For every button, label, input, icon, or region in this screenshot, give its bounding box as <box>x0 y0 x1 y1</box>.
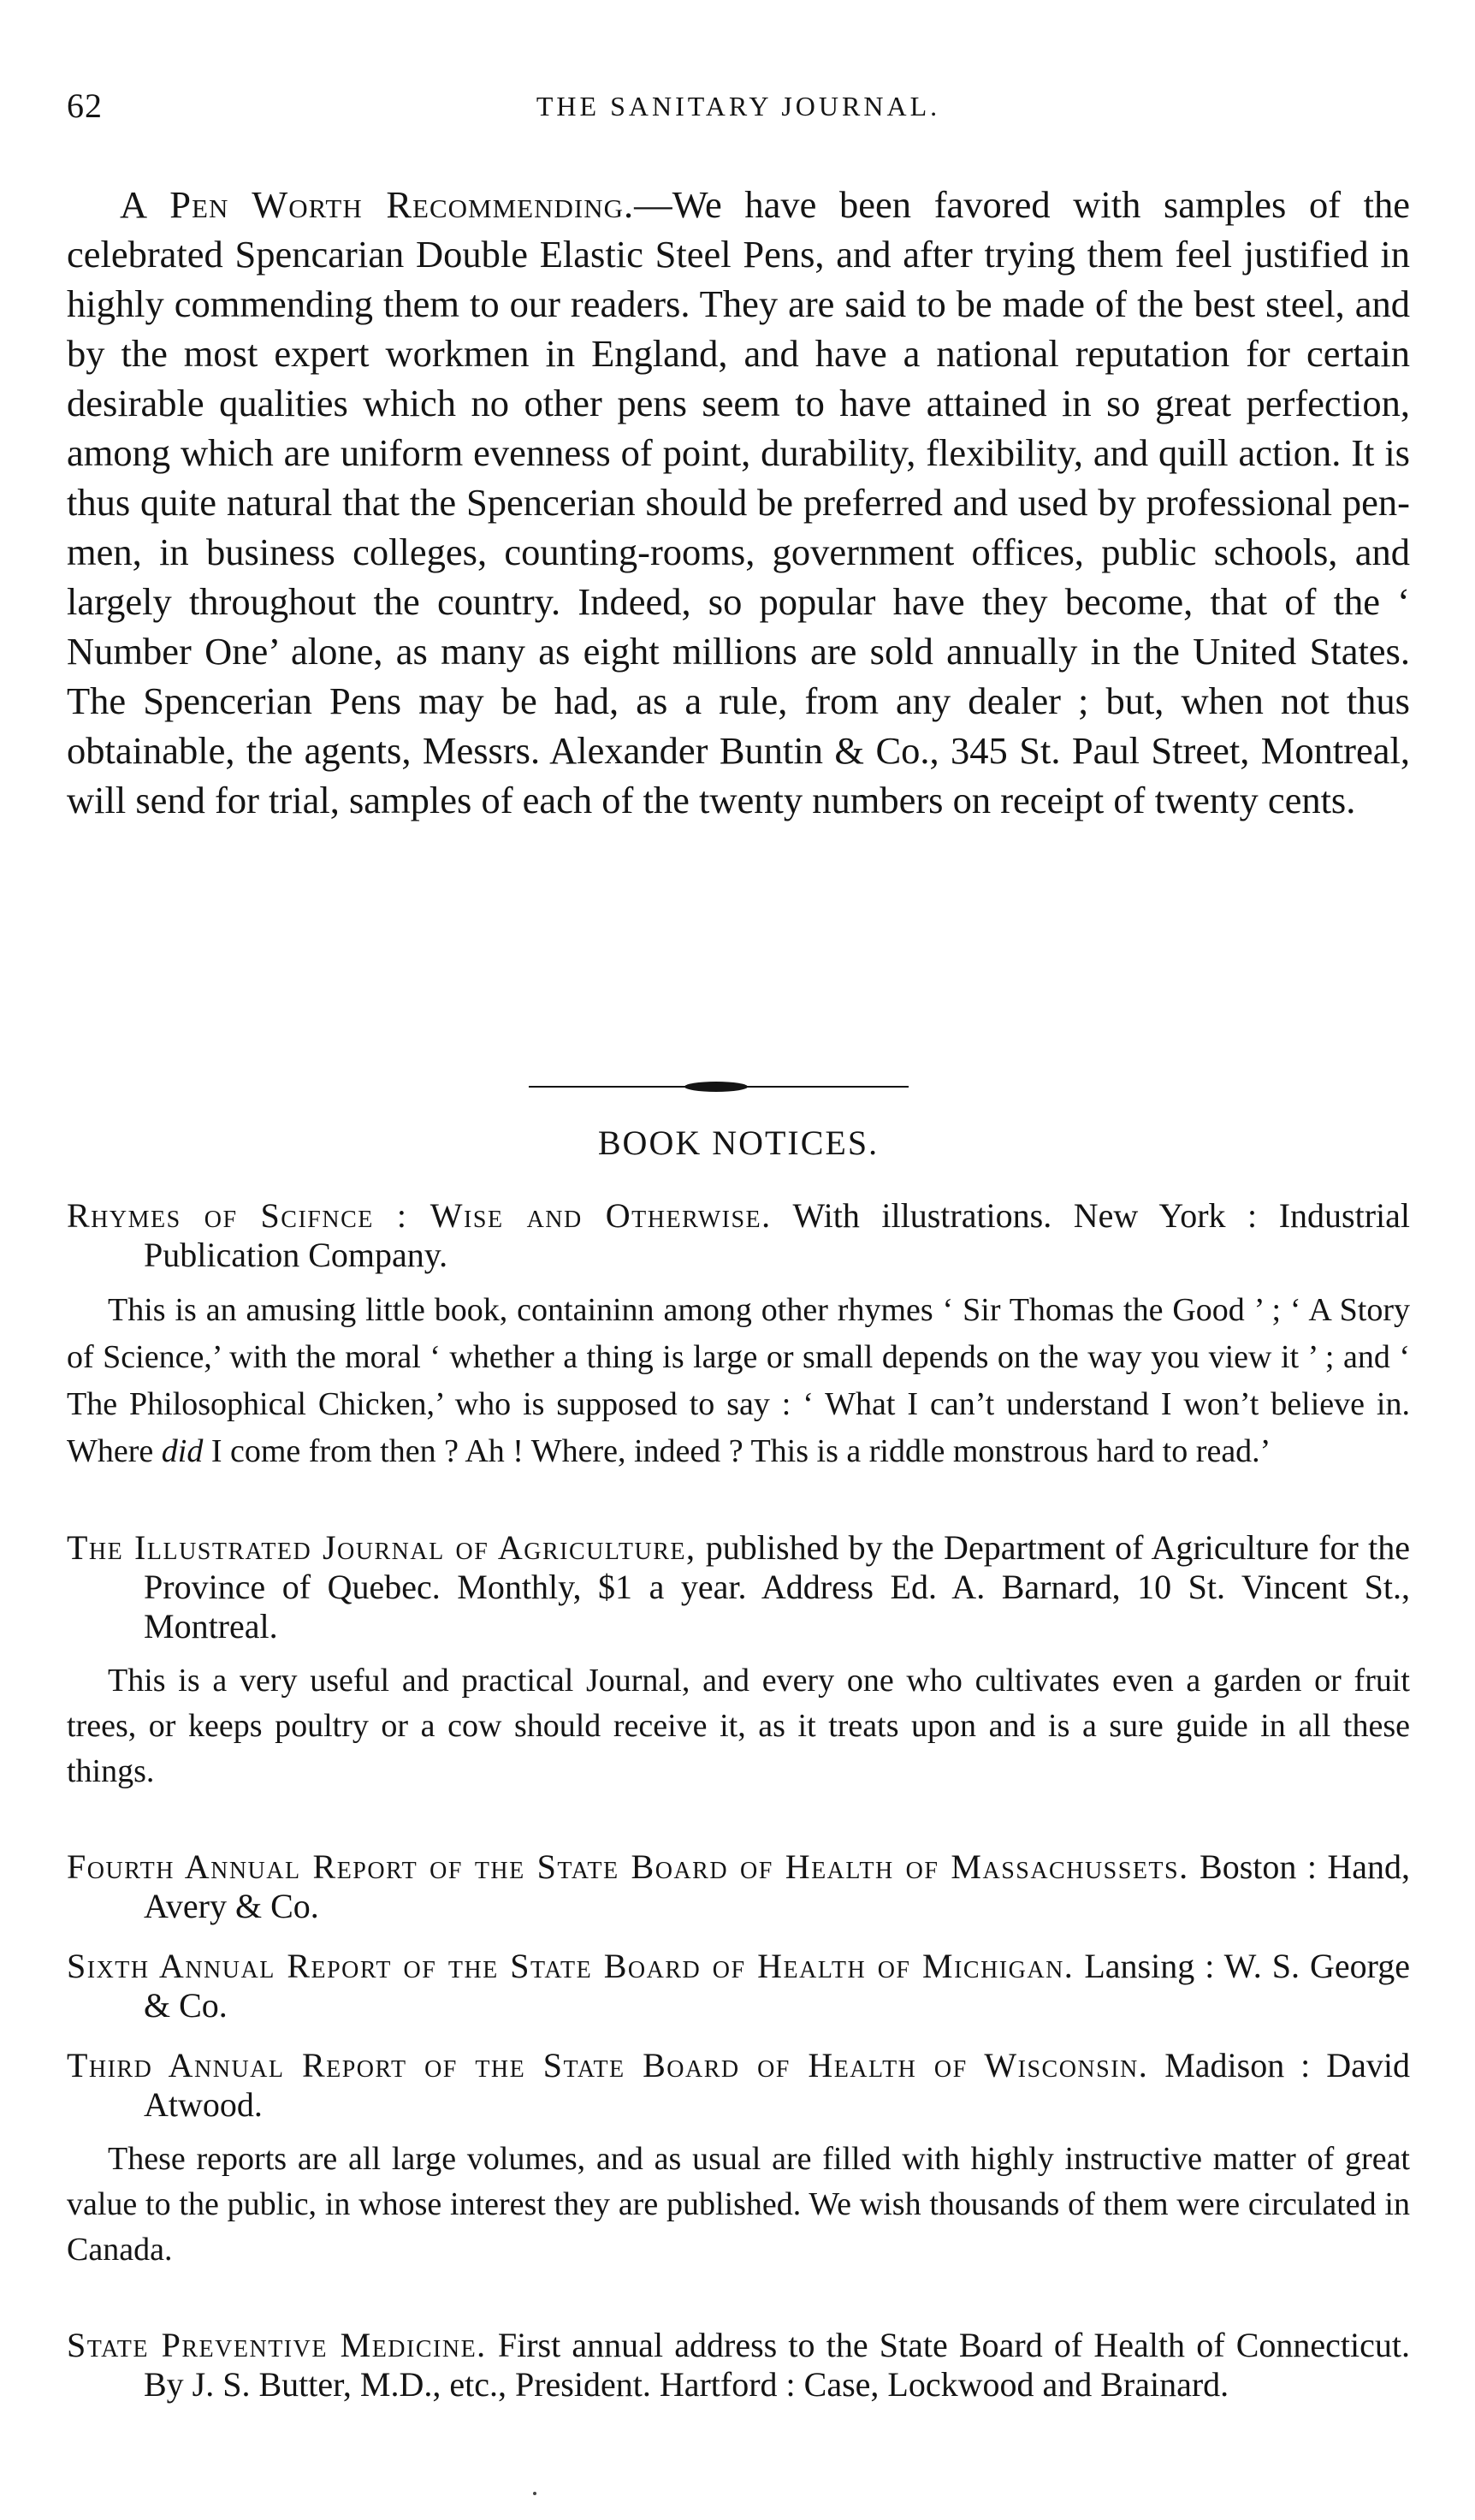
notice-details: Boston : Hand, Avery & Co. <box>144 1847 1410 1925</box>
article-body: —We have been favored with samples of the celebrated Spencarian Double Elastic Steel Pens, and after trying them feel justified in highly commending them to our readers. They are said to be made of the best steel, and by the most expert workmen in England, and have a national reputation for certain desirable qualities which no other pens seem to have attained in so great perfection, among which are uniform evenness of point, durability, flexibility, and quill action. It is thus quite natural that the Spencerian should be preferred and used by professional pen-men, in business colleges, counting-rooms, government offices, public schools, and largely throughout the country. Indeed, so popular have they become, that of the ‘ Number One’ alone, as many as eight millions are sold annually in the United States. The Spencerian Pens may be had, as a rule, from any dealer ; but, when not thus obtainable, the agents, Messrs. Alexander Buntin & Co., 345 St. Paul Street, Montreal, will send for trial, samples of each of the twenty numbers on receipt of twenty cents. <box>67 183 1411 821</box>
article-title: A Pen Worth Recommending. <box>120 183 635 226</box>
notice-citation <box>67 1947 1410 2025</box>
notice-details: Lansing : W. S. George & Co. <box>144 1947 1410 2025</box>
notice-title: Fourth Annual Report of the State Board of Health of Massachussets. <box>67 1847 1189 1886</box>
notice-citation <box>67 1847 1410 1926</box>
notice-title: Rhymes of Scifnce : Wise and Otherwise. <box>67 1196 772 1235</box>
notice-review: This is a very useful and practical Journal, and every one who cultivates even a garden or fruit trees, or keeps poultry or a cow should receive it, as it treats upon and is a sure guide in all these things. <box>67 1663 1410 1789</box>
notice-citation <box>67 2046 1410 2125</box>
notice-details: Madison : David Atwood. <box>144 2046 1410 2124</box>
notice-citation <box>67 1196 1410 1275</box>
page-header <box>67 86 1410 137</box>
section-divider <box>529 1080 909 1094</box>
book-notices <box>67 1196 1410 2404</box>
notice-details: First annual address to the State Board of Health of Connecticut. By J. S. Butter, M.D., etc., President. Hartford : Case, Lockwood and Brainard. <box>144 2326 1411 2404</box>
reports-review: These reports are all large volumes, and as usual are filled with highly instructive matter of great value to the public, in whose interest they are published. We wish thousands of them were circulated in Canada. <box>67 2141 1410 2268</box>
notice-review <box>67 1287 1410 1475</box>
divider-ornament <box>684 1082 748 1092</box>
review-text: I come from then ? Ah ! Where, indeed ? This is a riddle monstrous hard to read.’ <box>203 1433 1271 1469</box>
page-number: 62 <box>67 86 103 125</box>
notice-title: Third Annual Report of the State Board of Health of Wisconsin. <box>67 2046 1149 2084</box>
notice-citation <box>67 2326 1410 2404</box>
notice-title: State Preventive Medicine. <box>67 2326 487 2364</box>
review-text: This is an amusing little book, containinn among other rhymes ‘ Sir Thomas the Good ’ ; ‘ A Story of Science,’ with the moral ‘ whether a thing is large or small depends on the way you view it ’ ; and ‘ The Philosophical Chicken,’ who is supposed to say : ‘ What I can’t understand I won’t believe in. Where <box>67 1292 1410 1469</box>
notice-citation <box>67 1528 1410 1646</box>
book-notices-heading: BOOK NOTICES. <box>597 1124 880 1162</box>
notice-details: published by the Department of Agriculture for the Province of Quebec. Monthly, $1 a year. Address Ed. A. Barnard, 10 St. Vincent St., Montreal. <box>144 1528 1410 1645</box>
notice-title: Sixth Annual Report of the State Board of Health of Michigan. <box>67 1947 1075 1985</box>
notice-details: With illustrations. New York : Industrial Publication Company. <box>144 1196 1411 1274</box>
page-speck <box>533 2492 536 2495</box>
notice-title: The Illustrated Journal of Agriculture, <box>67 1528 696 1567</box>
pen-article <box>67 180 1410 825</box>
running-title: THE SANITARY JOURNAL. <box>536 91 941 122</box>
review-emphasis: did <box>161 1433 204 1469</box>
